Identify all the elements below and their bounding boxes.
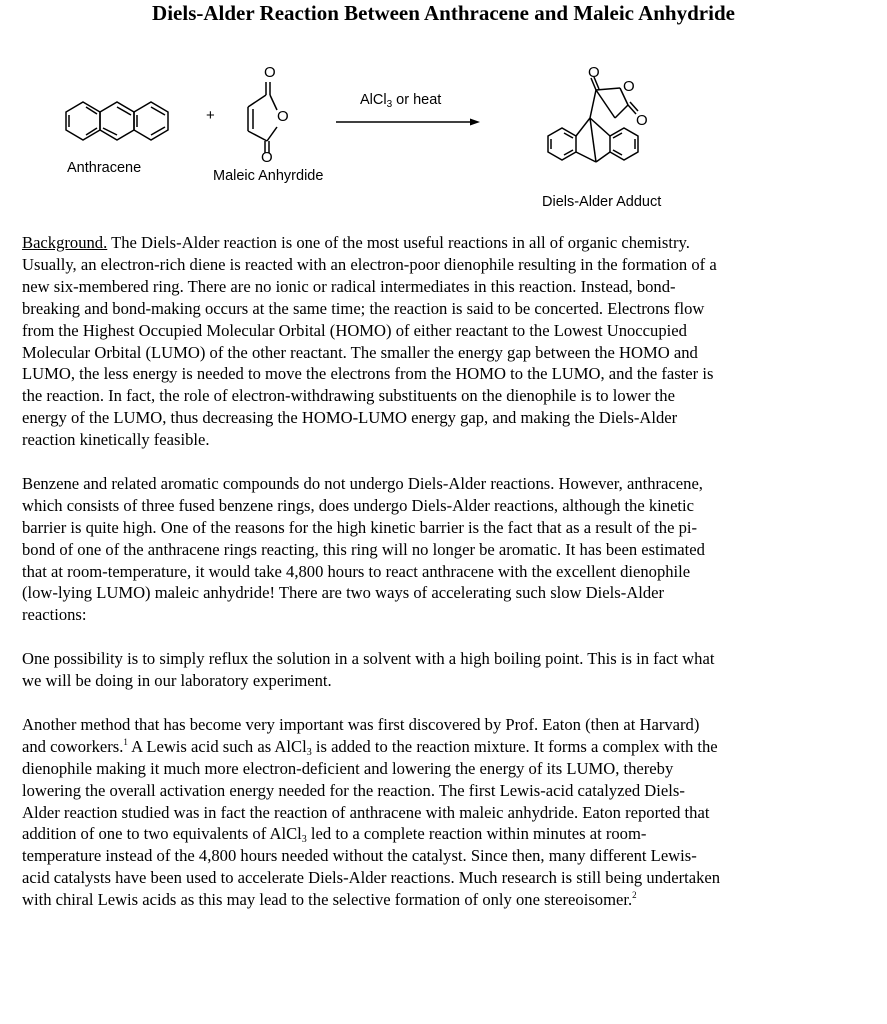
paragraph-reflux: One possibility is to simply reflux the solution in a solvent with a high boiling point. This is in fact what we will be doing in our laboratory experiment.: [22, 649, 715, 691]
adduct-carbonyl-o-bottom: O: [636, 112, 648, 129]
reaction-arrow: [336, 119, 480, 126]
paragraph-lewis-acid: Another method that has become very important was first discovered by Prof. Eaton (then at Harvard) and coworkers.$^1$ A Lewis acid such as AlCl$_3$ is added to the reaction mixture. It forms a complex with the dienophile making it much more electron-deficient and lowering the energy of its LUMO, thereby lowering the overall activation energy needed for the reaction. The first Lewis-acid catalyzed Diels-Alder reaction studied was in fact the reaction of anthracene with maleic anhydride. Eaton reported that addition of one to two equivalents of AlCl$_3$ led to a complete reaction within minutes at room-temperature instead of the 4,800 hours needed without the catalyst. Since then, many different Lewis-acid catalysts have been used to accelerate Diels-Alder reactions. Much research is still being undertaken with chiral Lewis acids as this may lead to the selective formation of only one stereoisomer.$^2$: [22, 714, 721, 910]
page-title: Diels-Alder Reaction Between Anthracene and Maleic Anhydride: [152, 1, 735, 25]
footnote-ref-2: 2: [632, 890, 637, 901]
adduct-label: Diels-Alder Adduct: [542, 194, 662, 210]
maleic-carbonyl-o-bottom: O: [261, 149, 273, 166]
adduct-carbonyl-o-top: O: [588, 64, 600, 81]
footnote-ref-1: 1: [123, 736, 128, 747]
maleic-ring-o: O: [277, 108, 289, 125]
background-heading: Background.: [22, 233, 108, 252]
reaction-scheme-drawing: [0, 58, 887, 218]
body-text: [22, 232, 722, 933]
paragraph-background: Background. The Diels-Alder reaction is one of the most useful reactions in all of organic chemistry. Usually, an electron-rich diene is reacted with an electron-poor dienophile resulting in the formation of a new six-membered ring. There are no ionic or radical intermediates in this reaction. Instead, bond-breaking and bond-making occurs at the same time; the reaction is said to be concerted. Electrons flow from the Highest Occupied Molecular Orbital (HOMO) of either reactant to the Lowest Unoccupied Molecular Orbital (LUMO) of the other reactant. The smaller the energy gap between the HOMO and LUMO, the less energy is needed to move the electrons from the HOMO to the LUMO, and the faster is the reaction. In fact, the role of electron-withdrawing substituents on the dienophile is to lower the energy of the LUMO, thus decreasing the HOMO-LUMO energy gap, and making the Diels-Alder reaction kinetically feasible.: [22, 233, 717, 450]
reaction-conditions: AlCl$_3$ or heat: [360, 92, 442, 110]
paragraph-anthracene: Benzene and related aromatic compounds do not undergo Diels-Alder reactions. However, anthracene, which consists of three fused benzene rings, does undergo Diels-Alder reactions, although the kinetic barrier is quite high. One of the reasons for the high kinetic barrier is the fact that as a result of the pi-bond of one of the anthracene rings reacting, this ring will no longer be aromatic. It has been estimated that at room-temperature, it would take 4,800 hours to react anthracene with the excellent dienophile (low-lying LUMO) maleic anhydride! There are two ways of accelerating such slow Diels-Alder reactions:: [22, 473, 705, 625]
maleic-anhydride-structure: [248, 82, 277, 153]
adduct-ring-o: O: [623, 78, 635, 95]
anthracene-structure: [66, 102, 168, 140]
reaction-scheme: [0, 58, 887, 218]
plus-sign: +: [206, 107, 215, 124]
maleic-carbonyl-o-top: O: [264, 64, 276, 81]
anthracene-label: Anthracene: [67, 160, 142, 176]
maleic-anhydride-label: Maleic Anhyrdide: [213, 168, 324, 184]
